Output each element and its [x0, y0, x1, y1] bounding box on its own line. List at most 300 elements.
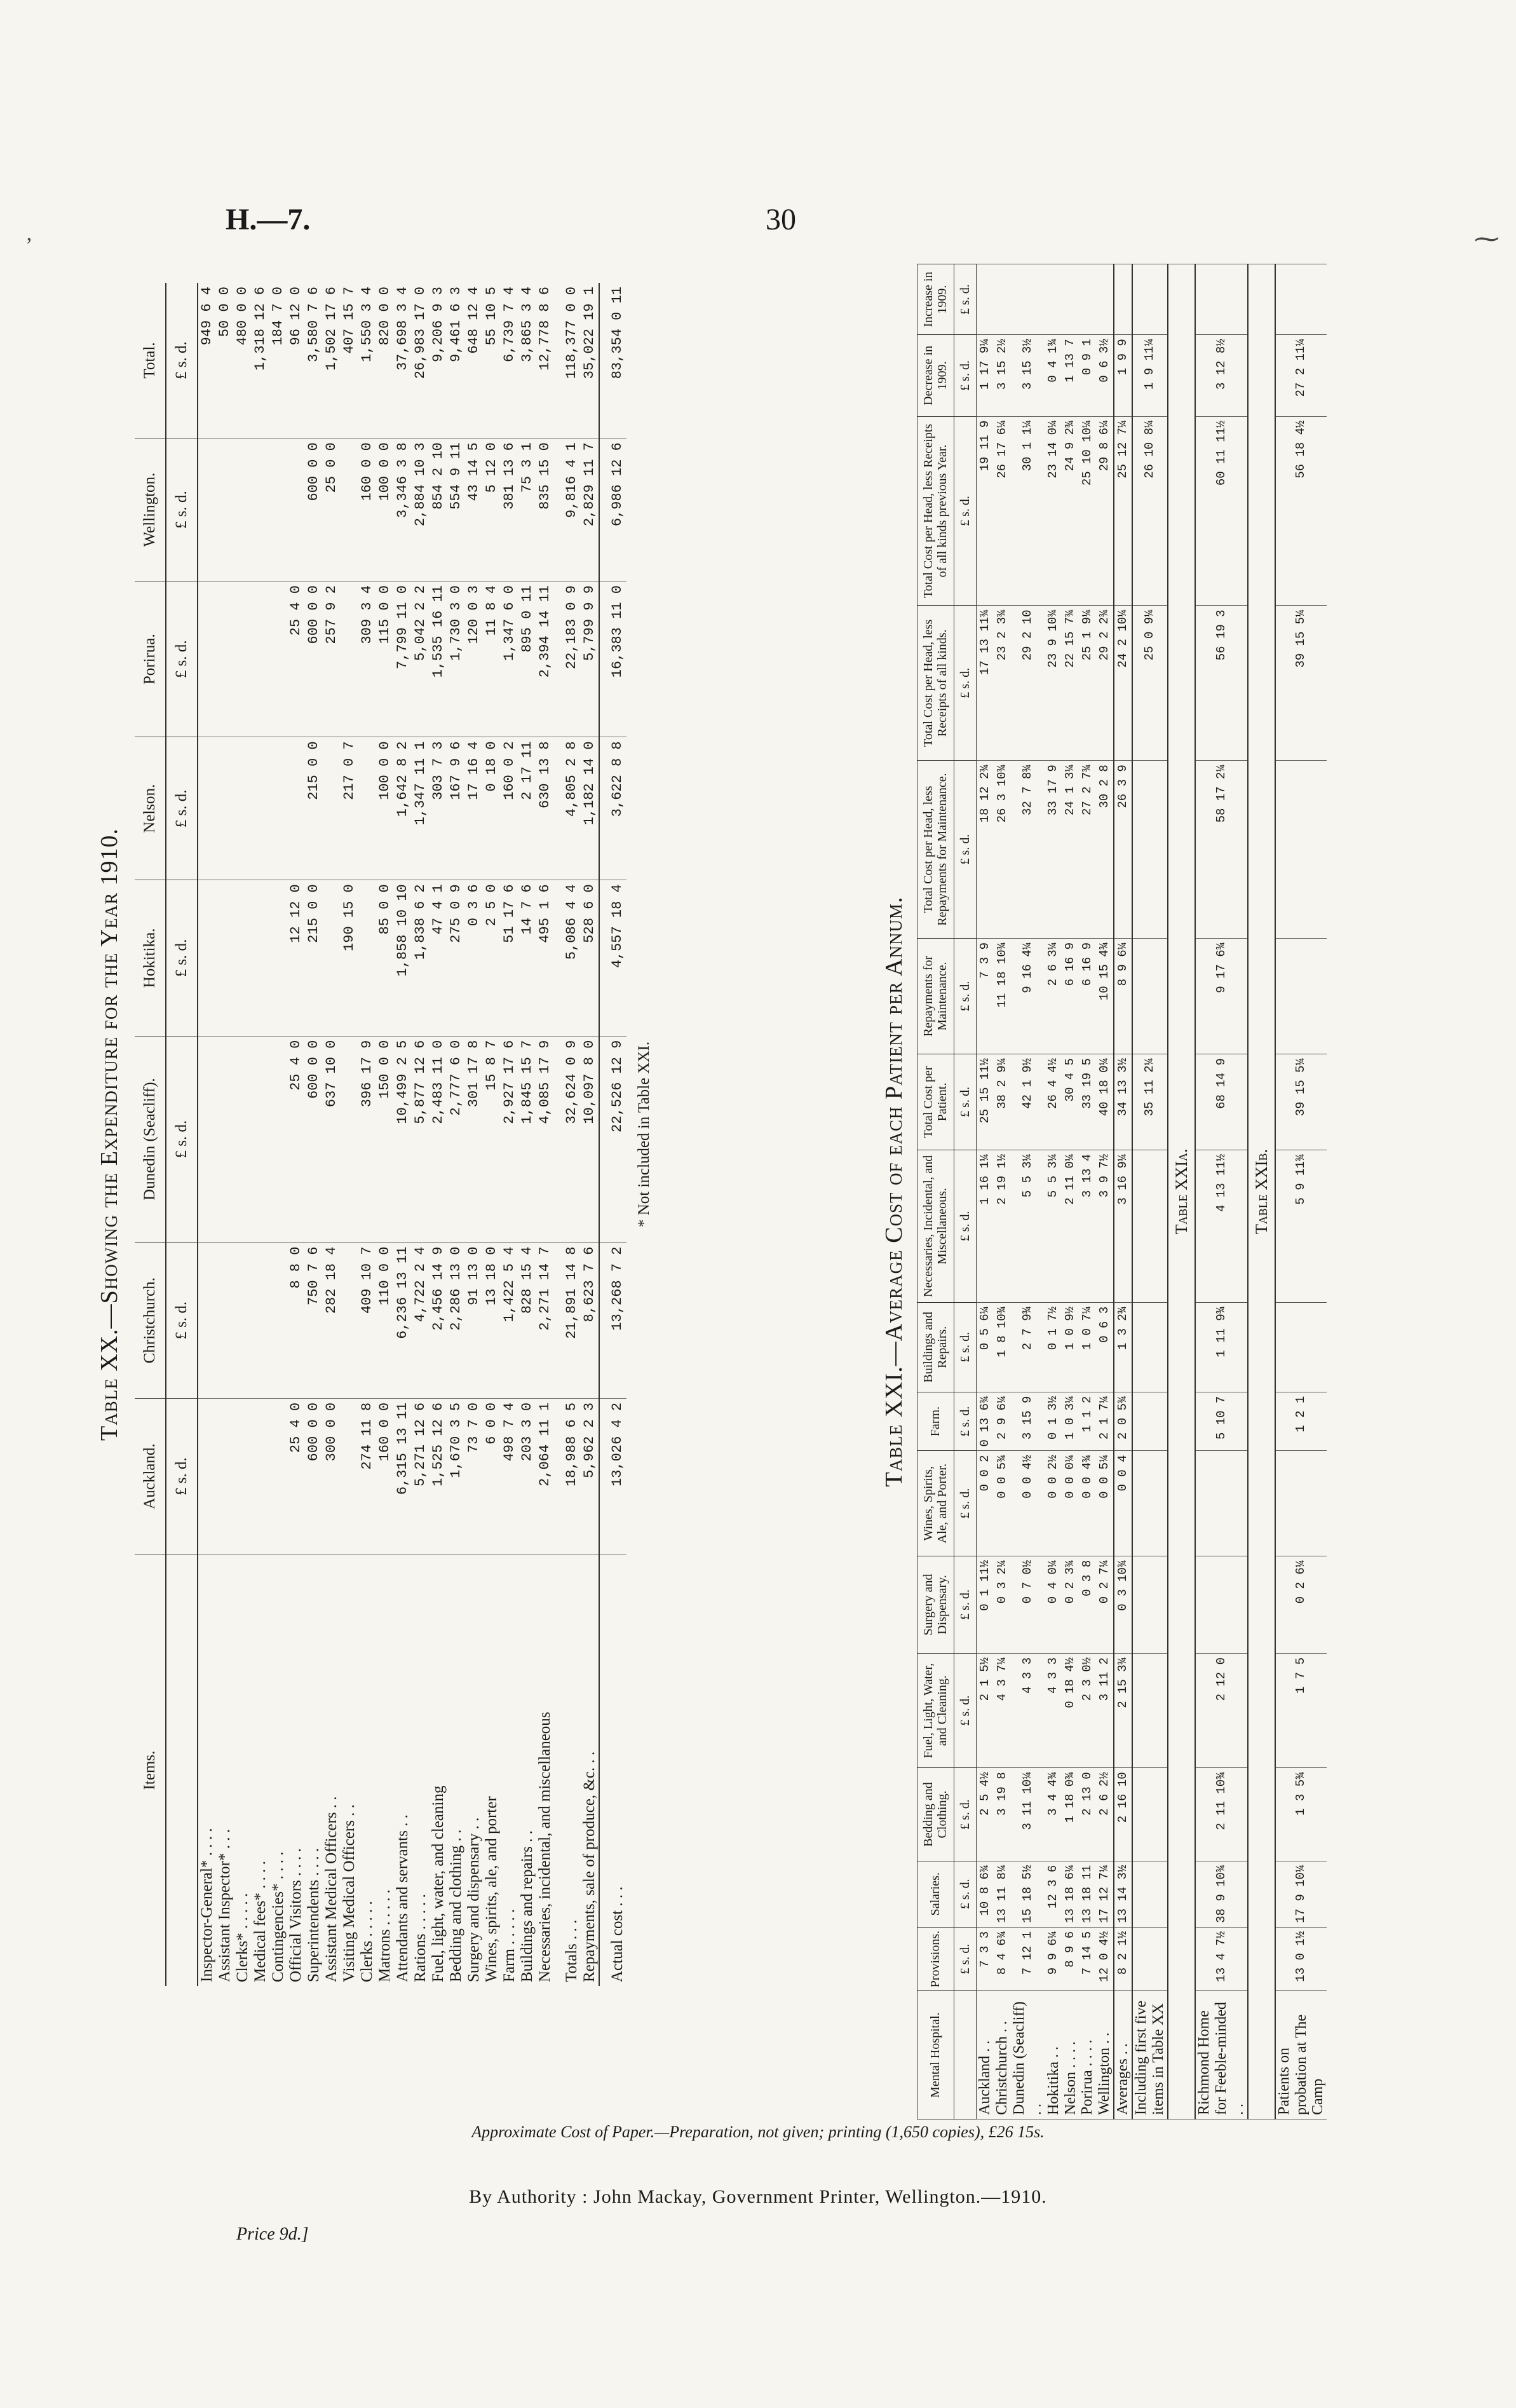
cell: 2,271 14 7	[536, 1242, 554, 1398]
cell: 38 2 9¼	[994, 1054, 1011, 1150]
cell: 750 7 6	[305, 1242, 323, 1398]
cell: 15 8 7	[483, 1036, 501, 1242]
cell: 648 12 4	[465, 283, 483, 439]
cell	[994, 264, 1011, 335]
row-label: Assistant Medical Officers . .	[323, 1796, 340, 1982]
cell: 184 7 0	[269, 283, 287, 439]
cell: 8 8 0	[287, 1242, 305, 1398]
cell: 409 10 7	[358, 1242, 376, 1398]
cell: 47 4 1	[430, 880, 447, 1036]
cell: 1,730 3 0	[447, 582, 465, 737]
table-row	[483, 283, 501, 1986]
cell	[341, 1242, 358, 1398]
table-xx-block	[95, 283, 653, 1986]
column-header: Total Cost per Head, less Receipts of all kinds previous Year.	[917, 416, 954, 606]
cell: 27 2 7¾	[1079, 761, 1096, 939]
cell: 55 10 5	[483, 283, 501, 439]
cell: 3 4 4¾	[1045, 1768, 1062, 1861]
cell: 39 15 5¼	[1275, 606, 1327, 761]
column-header: Mental Hospital.	[917, 1991, 954, 2119]
cell: 4 3 3	[1045, 1653, 1062, 1767]
table-row	[394, 283, 412, 1986]
row-label: Richmond Home for Feeble-minded . .	[1195, 1991, 1248, 2119]
scan-mark-dash: ⁓	[1474, 224, 1499, 253]
cell	[234, 880, 252, 1036]
cell: 282 18 4	[323, 1242, 341, 1398]
cell: 495 1 6	[536, 880, 554, 1036]
table-xx	[135, 283, 626, 1986]
cell: 13 0 1½	[1275, 1927, 1327, 1990]
cell	[269, 1036, 287, 1242]
cell: 1,838 6 2	[412, 880, 430, 1036]
cell: 23 2 3¾	[994, 606, 1011, 761]
row-label: Necessaries, incidental, and miscellaneous	[536, 1711, 553, 1982]
cell: 7,799 11 0	[394, 582, 412, 737]
cell: 9,461 6 3	[447, 283, 465, 439]
cell: 25 0 9¼	[1132, 606, 1168, 761]
row-label: Fuel, light, water, and cleaning	[430, 1785, 447, 1982]
cell: 2 7 9¾	[1011, 1302, 1045, 1392]
cell: 13 4 7½	[1195, 1927, 1248, 1990]
column-header: Total.	[135, 283, 166, 439]
cell: 9 17 6¾	[1195, 938, 1248, 1054]
cell: 6,739 7 4	[501, 283, 518, 439]
cell: 160 0 0	[376, 1398, 394, 1554]
cell: 56 18 4½	[1275, 416, 1327, 606]
column-header: Provisions.	[917, 1927, 954, 1990]
cell	[234, 1398, 252, 1554]
cell: 1,422 5 4	[501, 1242, 518, 1398]
price-note: Price 9d.]	[236, 2224, 309, 2244]
cell: 11 8 4	[483, 582, 501, 737]
cell	[341, 582, 358, 737]
cell: 73 7 0	[465, 1398, 483, 1554]
cell	[1132, 1451, 1168, 1556]
cell: 3 15 3½	[1011, 335, 1045, 416]
cell: 2 5 4½	[977, 1768, 994, 1861]
column-header: Nelson.	[135, 737, 166, 880]
printer-authority: By Authority : John Mackay, Government Printer, Wellington.—1910.	[469, 2186, 1047, 2207]
cell	[341, 439, 358, 582]
column-header: Dunedin (Seacliff).	[135, 1036, 166, 1242]
cell: 1 0 7¼	[1079, 1302, 1096, 1392]
cell: 24 2 10¼	[1114, 606, 1132, 761]
cell: 820 0 0	[376, 283, 394, 439]
cell: 10,499 2 5	[394, 1036, 412, 1242]
cell	[1132, 264, 1168, 335]
table-subtitle: Table XXIa.	[1168, 264, 1195, 2119]
row-label: Averages . .	[1114, 1991, 1132, 2119]
unit-blank	[166, 1554, 198, 1986]
table-row	[1132, 264, 1168, 2119]
column-header: Repayments for Maintenance.	[917, 938, 954, 1054]
cell	[358, 880, 376, 1036]
cell: 17 9 10¼	[1275, 1861, 1327, 1927]
row-label: Totals . . .	[563, 1919, 580, 1982]
cell	[269, 582, 287, 737]
cell: 0 5 6¼	[977, 1302, 994, 1392]
table-row	[305, 283, 323, 1986]
cell	[341, 1036, 358, 1242]
cell: 110 0 0	[376, 1242, 394, 1398]
table-row	[358, 283, 376, 1986]
cell: 274 11 8	[358, 1398, 376, 1554]
cell: 381 13 6	[501, 439, 518, 582]
row-label: Visiting Medical Officers . .	[341, 1804, 358, 1982]
cell	[252, 582, 269, 737]
table-row	[1096, 264, 1114, 2119]
row-label: Attendants and servants . .	[394, 1814, 411, 1982]
cell: 8 4 6¾	[994, 1927, 1011, 1990]
cell: 2 17 11	[518, 737, 536, 880]
cell: 1 9 9	[1114, 335, 1132, 416]
unit-header: £ s. d.	[954, 1556, 976, 1653]
table-row	[1045, 264, 1062, 2119]
cell: 0 6 3	[1096, 1302, 1114, 1392]
cell: 2 12 0	[1195, 1653, 1248, 1767]
cell: 5,271 12 6	[412, 1398, 430, 1554]
cell	[216, 880, 234, 1036]
cell	[216, 1242, 234, 1398]
cell: 167 9 6	[447, 737, 465, 880]
cell: 115 0 0	[376, 582, 394, 737]
cell: 9,206 9 3	[430, 283, 447, 439]
cell: 30 2 8	[1096, 761, 1114, 939]
cell	[198, 880, 216, 1036]
cell: 35,022 19 1	[581, 283, 599, 439]
row-label: Porirua . . . .	[1079, 1991, 1096, 2119]
cell	[341, 1398, 358, 1554]
table-xxi	[917, 264, 1327, 2119]
cell: 0 4 1¾	[1045, 335, 1062, 416]
cell: 1 0 3¼	[1062, 1392, 1079, 1451]
table-row	[323, 283, 341, 1986]
cell	[198, 1398, 216, 1554]
column-header: Salaries.	[917, 1861, 954, 1927]
row-label: Clerks* . . . . .	[234, 1893, 251, 1982]
unit-header: £ s. d.	[954, 761, 976, 939]
cell	[1132, 1768, 1168, 1861]
cell: 8 2 1½	[1114, 1927, 1132, 1990]
cell: 13 18 0	[483, 1242, 501, 1398]
cell	[198, 737, 216, 880]
unit-header: £ s. d.	[166, 737, 198, 880]
row-label: Inspector-General* . . . .	[198, 1828, 215, 1982]
cell: 2,829 11 7	[581, 439, 599, 582]
table-row	[977, 264, 994, 2119]
cell: 3 9 7½	[1096, 1150, 1114, 1302]
cell: 2 13 0	[1079, 1768, 1096, 1861]
row-label: Assistant Inspector* . . .	[216, 1829, 233, 1982]
unit-header: £ s. d.	[954, 1653, 976, 1767]
table-xxi-block	[880, 264, 1327, 2119]
cell	[358, 737, 376, 880]
subtitle-row	[1248, 264, 1275, 2119]
cell: 25 10 10¼	[1079, 416, 1096, 606]
column-header: Buildings and Repairs.	[917, 1302, 954, 1392]
cell: 26 3 10¾	[994, 761, 1011, 939]
cell: 2,884 10 3	[412, 439, 430, 582]
cell: 13,026 4 2	[599, 1398, 626, 1554]
cell: 1,535 16 11	[430, 582, 447, 737]
cell: 24 1 3¼	[1062, 761, 1079, 939]
unit-header: £ s. d.	[166, 439, 198, 582]
cell	[1132, 1150, 1168, 1302]
cell: 2 11 0¼	[1062, 1150, 1079, 1302]
cell	[1275, 1302, 1327, 1392]
cell: 1,550 3 4	[358, 283, 376, 439]
cell: 3,865 3 4	[518, 283, 536, 439]
row-label: Medical fees* . . . .	[252, 1861, 269, 1982]
cell: 2,456 14 9	[430, 1242, 447, 1398]
unit-header: £ s. d.	[954, 606, 976, 761]
cell: 21,891 14 8	[554, 1242, 581, 1398]
cell: 24 9 2¾	[1062, 416, 1079, 606]
cell: 1 3 2¾	[1114, 1302, 1132, 1392]
cell	[269, 880, 287, 1036]
unit-header: £ s. d.	[954, 1861, 976, 1927]
cell: 4,557 18 4	[599, 880, 626, 1036]
cell: 1 3 5¾	[1275, 1768, 1327, 1861]
cell: 8 9 6¼	[1114, 938, 1132, 1054]
cell: 2,394 14 11	[536, 582, 554, 737]
cell: 5 5 3¼	[1011, 1150, 1045, 1302]
cell: 0 1 3½	[1045, 1392, 1062, 1451]
cell	[1132, 1861, 1168, 1927]
unit-header: £ s. d.	[954, 1768, 976, 1861]
cell: 118,377 0 0	[554, 283, 581, 439]
cell: 23 14 0¼	[1045, 416, 1062, 606]
column-header: Wellington.	[135, 439, 166, 582]
cell: 17 13 11¾	[977, 606, 994, 761]
cell	[216, 439, 234, 582]
cell	[1275, 1451, 1327, 1556]
cell: 120 0 3	[465, 582, 483, 737]
row-label: Surgery and dispensary . .	[465, 1817, 482, 1982]
cell: 5,086 4 4	[554, 880, 581, 1036]
table-row	[518, 283, 536, 1986]
cell: 0 9 1	[1079, 335, 1096, 416]
cell: 56 19 3	[1195, 606, 1248, 761]
table-row	[501, 283, 518, 1986]
column-header: Total Cost per Head, less Receipts of all kinds.	[917, 606, 954, 761]
cell: 75 3 1	[518, 439, 536, 582]
cell: 2,064 11 1	[536, 1398, 554, 1554]
cell: 2 19 1½	[994, 1150, 1011, 1302]
cell: 68 14 9	[1195, 1054, 1248, 1150]
cell: 5 10 7	[1195, 1392, 1248, 1451]
cell: 1 13 7	[1062, 335, 1079, 416]
cell	[252, 1242, 269, 1398]
cell: 0 3 6	[465, 880, 483, 1036]
cell: 9 9 6¼	[1045, 1927, 1062, 1990]
cell	[252, 1036, 269, 1242]
cell: 25 15 11½	[977, 1054, 994, 1150]
cell: 2 6 3¼	[1045, 938, 1062, 1054]
row-label: Official Visitors . . . .	[287, 1848, 304, 1982]
cell: 29 8 6¼	[1096, 416, 1114, 606]
cell: 0 0 5¾	[994, 1451, 1011, 1556]
table-xxi-title: Table XXI.—Average Cost of each Patient per Annum.	[881, 896, 907, 1487]
subtitle-row	[1168, 264, 1195, 2119]
cell: 0 18 0	[483, 737, 501, 880]
cell	[216, 737, 234, 880]
cell: 1 18 0¾	[1062, 1768, 1079, 1861]
column-header: Decrease in 1909.	[917, 335, 954, 416]
cell	[216, 1398, 234, 1554]
cell: 16,383 11 0	[599, 582, 626, 737]
cell: 5 12 0	[483, 439, 501, 582]
row-label: Contingencies* . . . .	[269, 1851, 287, 1982]
row-label: Wines, spirits, ale, and porter	[483, 1796, 500, 1982]
table-row	[198, 283, 216, 1986]
cell: 22,183 0 9	[554, 582, 581, 737]
unit-header: £ s. d.	[954, 1451, 976, 1556]
cell: 5 5 3¼	[1045, 1150, 1062, 1302]
cell: 12 3 6	[1045, 1861, 1062, 1927]
cell: 10 8 6¾	[977, 1861, 994, 1927]
cell: 3 16 9¼	[1114, 1150, 1132, 1302]
column-header: Total Cost per Patient.	[917, 1054, 954, 1150]
cell: 949 6 4	[198, 283, 216, 439]
cell: 5,962 2 3	[581, 1398, 599, 1554]
cell	[234, 582, 252, 737]
column-header: Auckland.	[135, 1398, 166, 1554]
cell	[287, 439, 305, 582]
cell: 7 3 9	[977, 938, 994, 1054]
cell: 1 1 2	[1079, 1392, 1096, 1451]
column-header: Christchurch.	[135, 1242, 166, 1398]
cell	[1275, 938, 1327, 1054]
cell: 3,622 8 8	[599, 737, 626, 880]
cell: 0 0 4¾	[1079, 1451, 1096, 1556]
row-label: Christchurch . .	[994, 1991, 1011, 2119]
cell	[198, 1242, 216, 1398]
column-header: Porirua.	[135, 582, 166, 737]
cell: 2 0 5¾	[1114, 1392, 1132, 1451]
cell: 19 11 9	[977, 416, 994, 606]
cell	[198, 582, 216, 737]
cell	[198, 1036, 216, 1242]
cell: 309 3 4	[358, 582, 376, 737]
cell: 895 0 11	[518, 582, 536, 737]
cell: 1 2 1	[1275, 1392, 1327, 1451]
scan-mark: ʼ	[25, 234, 33, 257]
unit-header: £ s. d.	[954, 264, 976, 335]
unit-header: £ s. d.	[166, 1036, 198, 1242]
cell: 160 0 0	[358, 439, 376, 582]
cell: 630 13 8	[536, 737, 554, 880]
cell: 14 7 6	[518, 880, 536, 1036]
unit-header: £ s. d.	[166, 880, 198, 1036]
cell	[269, 439, 287, 582]
row-label: Hokitika . .	[1045, 1991, 1062, 2119]
unit-header: £ s. d.	[954, 938, 976, 1054]
unit-header: £ s. d.	[954, 1054, 976, 1150]
cell: 1 16 1¼	[977, 1150, 994, 1302]
document-reference: H.—7.	[226, 203, 311, 236]
cell: 300 0 0	[323, 1398, 341, 1554]
cell	[1132, 1927, 1168, 1990]
cell: 3 11 2	[1096, 1653, 1114, 1767]
cell: 6,986 12 6	[599, 439, 626, 582]
cell: 25 1 9¼	[1079, 606, 1096, 761]
cell	[269, 737, 287, 880]
cell: 498 7 4	[501, 1398, 518, 1554]
cell: 0 3 2¼	[994, 1556, 1011, 1653]
row-label: Dunedin (Seacliff) . .	[1011, 1991, 1045, 2119]
column-header: Surgery and Dispensary.	[917, 1556, 954, 1653]
page-number: 30	[766, 203, 796, 236]
column-header: Total Cost per Head, less Repayments for Maintenance.	[917, 761, 954, 939]
cell: 6 16 9	[1079, 938, 1096, 1054]
cell: 0 1 11½	[977, 1556, 994, 1653]
table-xx-footnote: * Not included in Table XXI.	[635, 1041, 653, 1228]
table-row	[234, 283, 252, 1986]
cell: 22,526 12 9	[599, 1036, 626, 1242]
column-header: Items.	[135, 1554, 166, 1986]
cell: 25 12 7¼	[1114, 416, 1132, 606]
cell: 3 15 9	[1011, 1392, 1045, 1451]
cell: 100 0 0	[376, 737, 394, 880]
cell: 25 4 0	[287, 582, 305, 737]
cell: 42 1 9½	[1011, 1054, 1045, 1150]
cell	[234, 439, 252, 582]
cell: 600 0 0	[305, 439, 323, 582]
cell: 2 9 6¼	[994, 1392, 1011, 1451]
cell: 4,805 2 8	[554, 737, 581, 880]
cell: 96 12 0	[287, 283, 305, 439]
table-row	[341, 283, 358, 1986]
unit-header: £ s. d.	[166, 1398, 198, 1554]
cell: 3 13 4	[1079, 1150, 1096, 1302]
cell: 301 17 8	[465, 1036, 483, 1242]
repayments-row	[581, 283, 599, 1986]
cell: 4 3 3	[1011, 1653, 1045, 1767]
cell: 43 14 5	[465, 439, 483, 582]
cell: 3,580 7 6	[305, 283, 323, 439]
cell: 1 7 5	[1275, 1653, 1327, 1767]
cell: 8 9 6	[1062, 1927, 1079, 1990]
cell: 33 19 5	[1079, 1054, 1096, 1150]
cell: 6,315 13 11	[394, 1398, 412, 1554]
cell: 50 0 0	[216, 283, 234, 439]
cell: 2 16 10	[1114, 1768, 1132, 1861]
row-label: Nelson . . . .	[1062, 1991, 1079, 2119]
cell: 2 1 5½	[977, 1653, 994, 1767]
cell: 1 0 9½	[1062, 1302, 1079, 1392]
unit-header: £ s. d.	[954, 1150, 976, 1302]
cell	[323, 880, 341, 1036]
table-row	[536, 283, 554, 1986]
row-label: Rations . . . . .	[412, 1894, 429, 1982]
cell: 203 3 0	[518, 1398, 536, 1554]
paper-cost-note: Approximate Cost of Paper.—Preparation, not given; printing (1,650 copies), £26 15s.	[471, 2123, 1045, 2141]
cell: 1,670 3 5	[447, 1398, 465, 1554]
cell	[234, 1036, 252, 1242]
unit-header: £ s. d.	[954, 1392, 976, 1451]
table-row	[430, 283, 447, 1986]
cell: 26,983 17 0	[412, 283, 430, 439]
cell: 30 4 5	[1062, 1054, 1079, 1150]
cell: 34 13 3½	[1114, 1054, 1132, 1150]
row-label: Including first five items in Table XX	[1132, 1991, 1168, 2119]
cell	[287, 737, 305, 880]
cell	[1195, 1451, 1248, 1556]
cell: 1,525 12 6	[430, 1398, 447, 1554]
cell	[1132, 938, 1168, 1054]
cell: 26 4 4½	[1045, 1054, 1062, 1150]
